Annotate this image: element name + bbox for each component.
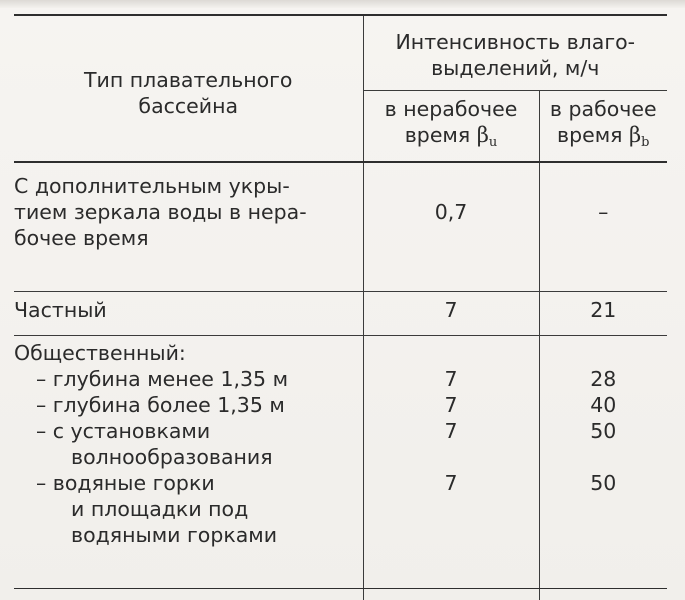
- header-intensity: [363, 16, 667, 91]
- sub-item-text: – глубина менее 1,35 м: [36, 367, 289, 391]
- value-working: 50: [590, 419, 617, 443]
- value-working: 21: [590, 298, 617, 322]
- sub-item-text: – с установками: [36, 419, 211, 443]
- value-working: 40: [590, 393, 617, 417]
- cell-non-working: [363, 336, 539, 600]
- value-non-working: 7: [444, 298, 458, 322]
- value-non-working: 0,7: [434, 200, 468, 224]
- header-intensity-line1: Интенсивность влаго-: [395, 30, 636, 54]
- value-non-working: 7: [444, 393, 458, 417]
- cell-working: [539, 162, 667, 292]
- value-working: –: [598, 200, 609, 224]
- sub-item-text: – водяные горки: [36, 471, 215, 495]
- type-text: бочее время: [14, 226, 149, 250]
- header-pool-type-line1: Тип плавательного: [84, 67, 293, 92]
- header-pool-type-line2: бассейна: [138, 93, 239, 118]
- sub-item-text: – глубина более 1,35 м: [36, 393, 285, 417]
- value-non-working: 7: [444, 419, 458, 443]
- table-row: [14, 336, 667, 600]
- cell-type: [14, 162, 363, 292]
- sub-item-text: волнообразования: [71, 445, 273, 469]
- table-row: [14, 292, 667, 336]
- cell-type: [14, 292, 363, 336]
- beta-b-symbol: $\beta_b$: [629, 123, 650, 150]
- header-working-line1: в рабочее: [549, 97, 657, 121]
- header-non-working-line1: в нерабочее: [384, 97, 518, 121]
- cell-type: [14, 336, 363, 600]
- humidity-intensity-table: [14, 16, 667, 600]
- cell-working: [539, 292, 667, 336]
- header-non-working: [363, 91, 539, 163]
- type-text: Частный: [14, 298, 107, 322]
- type-text: Общественный:: [14, 341, 186, 365]
- cell-non-working: [363, 292, 539, 336]
- header-working-line2: время $\beta_b$: [557, 123, 650, 150]
- value-working: 50: [590, 471, 617, 495]
- header-working: [539, 91, 667, 163]
- scan-edge: [0, 0, 685, 8]
- table-row: [14, 162, 667, 292]
- beta-u-symbol: $\beta_u$: [476, 123, 498, 150]
- header-non-working-line2: время $\beta_u$: [404, 123, 498, 150]
- table-bottom-rule: [14, 588, 667, 589]
- header-intensity-line2: выделений, м/ч: [431, 56, 600, 80]
- type-text: С дополнительным укры-: [14, 174, 290, 198]
- cell-working: [539, 336, 667, 600]
- header-pool-type-label: [14, 59, 363, 119]
- sub-item-text: водяными горками: [71, 523, 278, 547]
- sub-item-text: и площадки под: [71, 497, 249, 521]
- value-non-working: 7: [444, 471, 458, 495]
- type-text: тием зеркала воды в нера-: [14, 200, 307, 224]
- cell-non-working: [363, 162, 539, 292]
- header-pool-type: [14, 16, 363, 162]
- value-non-working: 7: [444, 367, 458, 391]
- value-working: 28: [590, 367, 617, 391]
